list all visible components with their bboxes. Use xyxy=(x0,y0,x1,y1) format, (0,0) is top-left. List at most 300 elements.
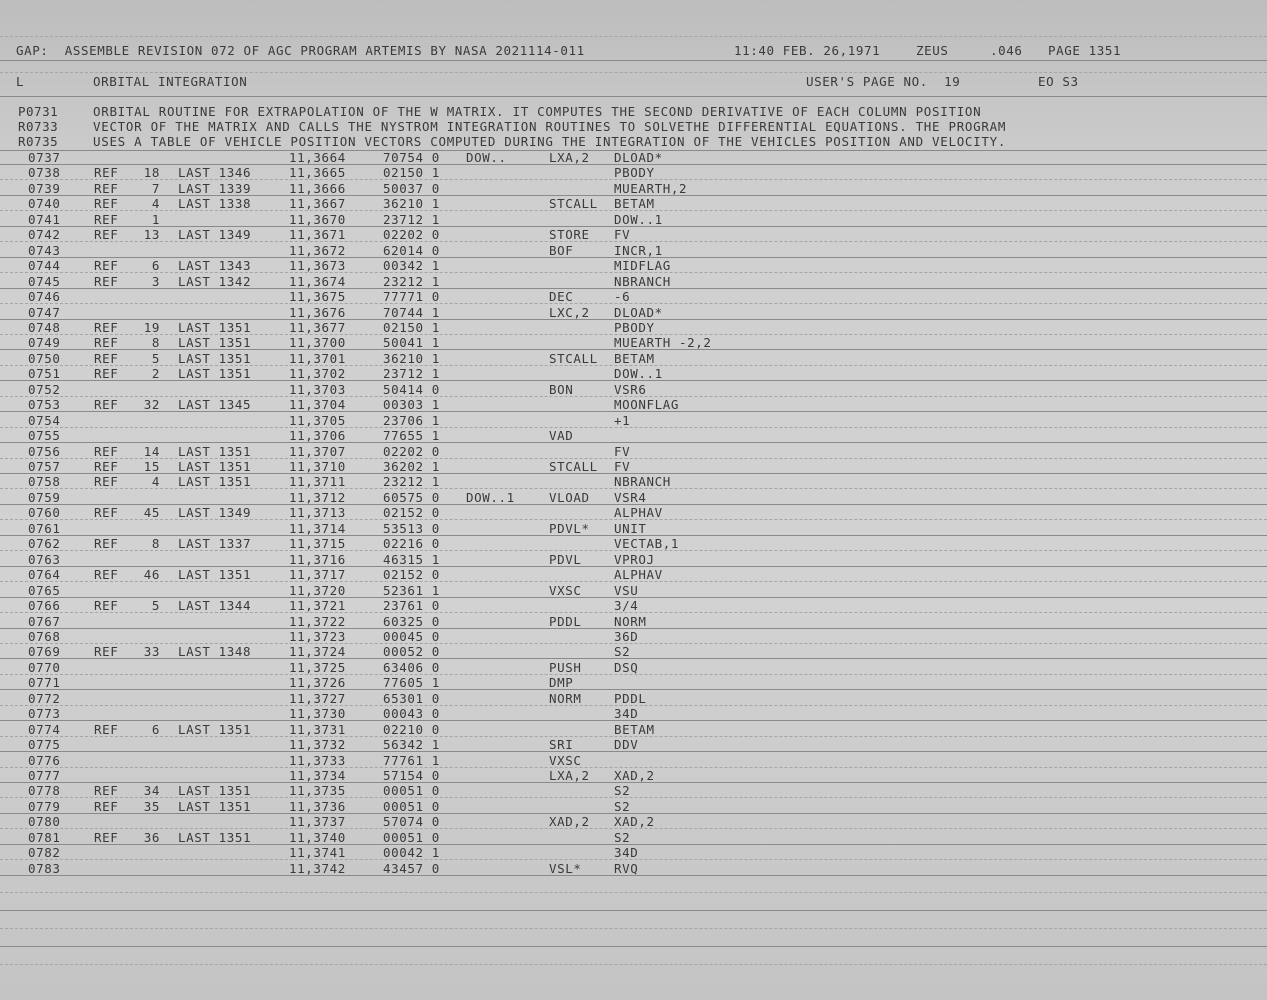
octal-code: 23712 1 xyxy=(383,212,440,227)
address: 11,3666 xyxy=(289,181,346,196)
octal-code: 60575 0 xyxy=(383,490,440,505)
line-number: 0771 xyxy=(28,675,61,690)
operand: FV xyxy=(614,444,631,459)
ref-count: 13 xyxy=(143,227,160,242)
octal-code: 00042 1 xyxy=(383,845,440,860)
opcode: STCALL xyxy=(549,351,598,366)
opcode: DMP xyxy=(549,675,574,690)
last-reference: LAST 1337 xyxy=(178,536,252,551)
octal-code: 57074 0 xyxy=(383,814,440,829)
operand: MOONFLAG xyxy=(614,397,680,412)
ref-marker: REF xyxy=(94,212,119,227)
operand: DOW..1 xyxy=(614,212,663,227)
paper-rule xyxy=(0,946,1267,947)
opcode: LXA,2 xyxy=(549,150,590,165)
line-number: 0747 xyxy=(28,305,61,320)
users-page-number: USER'S PAGE NO. 19 xyxy=(806,74,961,89)
octal-code: 00051 0 xyxy=(383,783,440,798)
octal-code: 00051 0 xyxy=(383,830,440,845)
ref-count: 1 xyxy=(151,212,160,227)
opcode: STCALL xyxy=(549,196,598,211)
line-number: 0741 xyxy=(28,212,61,227)
octal-code: 53513 0 xyxy=(383,521,440,536)
operand: VSU xyxy=(614,583,639,598)
instruction-label: DOW.. xyxy=(466,150,507,165)
ref-marker: REF xyxy=(94,830,119,845)
ref-count: 5 xyxy=(151,351,160,366)
opcode: VSL* xyxy=(549,861,582,876)
operand: UNIT xyxy=(614,521,647,536)
last-reference: LAST 1351 xyxy=(178,444,252,459)
listing-row xyxy=(0,397,1267,412)
ref-count: 8 xyxy=(151,536,160,551)
line-number: 0751 xyxy=(28,366,61,381)
octal-code: 36202 1 xyxy=(383,459,440,474)
listing-row xyxy=(0,444,1267,459)
opcode: LXA,2 xyxy=(549,768,590,783)
operand: DLOAD* xyxy=(614,150,663,165)
operand: 34D xyxy=(614,706,639,721)
ref-marker: REF xyxy=(94,181,119,196)
listing-row xyxy=(0,212,1267,227)
operand: S2 xyxy=(614,830,631,845)
last-reference: LAST 1351 xyxy=(178,366,252,381)
octal-code: 02216 0 xyxy=(383,536,440,551)
line-number: 0745 xyxy=(28,274,61,289)
operand: FV xyxy=(614,459,631,474)
address: 11,3664 xyxy=(289,150,346,165)
ref-count: 7 xyxy=(151,181,160,196)
operand: XAD,2 xyxy=(614,768,655,783)
address: 11,3714 xyxy=(289,521,346,536)
address: 11,3725 xyxy=(289,660,346,675)
last-reference: LAST 1346 xyxy=(178,165,252,180)
line-number: 0743 xyxy=(28,243,61,258)
ref-marker: REF xyxy=(94,366,119,381)
line-number: 0765 xyxy=(28,583,61,598)
octal-code: 02152 0 xyxy=(383,505,440,520)
description-line: ORBITAL ROUTINE FOR EXTRAPOLATION OF THE W MATRIX. IT COMPUTES THE SECOND DERIVATIVE OF EACH COLUMN POSITION xyxy=(93,104,982,119)
operand: BETAM xyxy=(614,196,655,211)
opcode: NORM xyxy=(549,691,582,706)
line-number: 0748 xyxy=(28,320,61,335)
operand: FV xyxy=(614,227,631,242)
operand: NORM xyxy=(614,614,647,629)
operand: BETAM xyxy=(614,722,655,737)
opcode: BON xyxy=(549,382,574,397)
last-reference: LAST 1344 xyxy=(178,598,252,613)
operand: PBODY xyxy=(614,165,655,180)
address: 11,3732 xyxy=(289,737,346,752)
listing-row xyxy=(0,861,1267,876)
octal-code: 70744 1 xyxy=(383,305,440,320)
octal-code: 02150 1 xyxy=(383,320,440,335)
octal-code: 50037 0 xyxy=(383,181,440,196)
octal-code: 62014 0 xyxy=(383,243,440,258)
ref-marker: REF xyxy=(94,474,119,489)
opcode: STORE xyxy=(549,227,590,242)
ref-marker: REF xyxy=(94,274,119,289)
listing-row xyxy=(0,660,1267,675)
octal-code: 00342 1 xyxy=(383,258,440,273)
header-code: .046 xyxy=(990,43,1023,58)
ref-count: 5 xyxy=(151,598,160,613)
operand: MUEARTH -2,2 xyxy=(614,335,712,350)
address: 11,3671 xyxy=(289,227,346,242)
listing-row xyxy=(0,598,1267,613)
ref-marker: REF xyxy=(94,258,119,273)
address: 11,3704 xyxy=(289,397,346,412)
ref-count: 35 xyxy=(143,799,160,814)
operand: VECTAB,1 xyxy=(614,536,680,551)
octal-code: 00045 0 xyxy=(383,629,440,644)
section-title: ORBITAL INTEGRATION xyxy=(93,74,248,89)
operand: BETAM xyxy=(614,351,655,366)
address: 11,3720 xyxy=(289,583,346,598)
ref-marker: REF xyxy=(94,196,119,211)
octal-code: 57154 0 xyxy=(383,768,440,783)
description-line-label: R0733 xyxy=(18,119,59,134)
line-number: 0755 xyxy=(28,428,61,443)
line-number: 0756 xyxy=(28,444,61,459)
address: 11,3722 xyxy=(289,614,346,629)
address: 11,3676 xyxy=(289,305,346,320)
description-line-label: P0731 xyxy=(18,104,59,119)
last-reference: LAST 1348 xyxy=(178,644,252,659)
address: 11,3715 xyxy=(289,536,346,551)
address: 11,3721 xyxy=(289,598,346,613)
line-number: 0766 xyxy=(28,598,61,613)
octal-code: 23706 1 xyxy=(383,413,440,428)
operand: -6 xyxy=(614,289,631,304)
line-number: 0737 xyxy=(28,150,61,165)
ref-count: 18 xyxy=(143,165,160,180)
listing-row xyxy=(0,552,1267,567)
address: 11,3711 xyxy=(289,474,346,489)
address: 11,3736 xyxy=(289,799,346,814)
listing-row xyxy=(0,814,1267,829)
line-number: 0783 xyxy=(28,861,61,876)
listing-row xyxy=(0,722,1267,737)
octal-code: 23212 1 xyxy=(383,274,440,289)
octal-code: 65301 0 xyxy=(383,691,440,706)
address: 11,3742 xyxy=(289,861,346,876)
ref-count: 15 xyxy=(143,459,160,474)
line-number: 0778 xyxy=(28,783,61,798)
header-time-date: 11:40 FEB. 26,1971 xyxy=(734,43,881,58)
ref-count: 33 xyxy=(143,644,160,659)
listing-row xyxy=(0,351,1267,366)
listing-row xyxy=(0,737,1267,752)
octal-code: 02202 0 xyxy=(383,444,440,459)
line-number: 0777 xyxy=(28,768,61,783)
address: 11,3703 xyxy=(289,382,346,397)
listing-row xyxy=(0,196,1267,211)
address: 11,3707 xyxy=(289,444,346,459)
octal-code: 77605 1 xyxy=(383,675,440,690)
octal-code: 36210 1 xyxy=(383,351,440,366)
description-line: USES A TABLE OF VEHICLE POSITION VECTORS COMPUTED DURING THE INTEGRATION OF THE VEHICLES POSITION AND VELOCITY. xyxy=(93,134,1007,149)
address: 11,3674 xyxy=(289,274,346,289)
operand: VSR4 xyxy=(614,490,647,505)
address: 11,3716 xyxy=(289,552,346,567)
address: 11,3723 xyxy=(289,629,346,644)
listing-row xyxy=(0,366,1267,381)
ref-marker: REF xyxy=(94,799,119,814)
line-number: 0752 xyxy=(28,382,61,397)
ref-count: 14 xyxy=(143,444,160,459)
listing-row xyxy=(0,505,1267,520)
operand: S2 xyxy=(614,783,631,798)
octal-code: 00303 1 xyxy=(383,397,440,412)
octal-code: 52361 1 xyxy=(383,583,440,598)
ref-count: 19 xyxy=(143,320,160,335)
line-number: 0757 xyxy=(28,459,61,474)
ref-marker: REF xyxy=(94,598,119,613)
listing-row xyxy=(0,258,1267,273)
octal-code: 77761 1 xyxy=(383,753,440,768)
octal-code: 02150 1 xyxy=(383,165,440,180)
address: 11,3706 xyxy=(289,428,346,443)
ref-count: 4 xyxy=(151,196,160,211)
opcode: PDDL xyxy=(549,614,582,629)
octal-code: 23761 0 xyxy=(383,598,440,613)
ref-marker: REF xyxy=(94,165,119,180)
octal-code: 23712 1 xyxy=(383,366,440,381)
line-number: 0781 xyxy=(28,830,61,845)
eo-code: EO S3 xyxy=(1038,74,1079,89)
description-line-label: R0735 xyxy=(18,134,59,149)
address: 11,3702 xyxy=(289,366,346,381)
line-number: 0768 xyxy=(28,629,61,644)
listing-row xyxy=(0,335,1267,350)
operand: DDV xyxy=(614,737,639,752)
last-reference: LAST 1351 xyxy=(178,320,252,335)
line-number: 0744 xyxy=(28,258,61,273)
last-reference: LAST 1349 xyxy=(178,505,252,520)
line-number: 0761 xyxy=(28,521,61,536)
opcode: VXSC xyxy=(549,583,582,598)
last-reference: LAST 1338 xyxy=(178,196,252,211)
ref-count: 6 xyxy=(151,722,160,737)
paper-rule xyxy=(0,72,1267,73)
line-number: 0740 xyxy=(28,196,61,211)
ref-count: 3 xyxy=(151,274,160,289)
line-number: 0769 xyxy=(28,644,61,659)
ref-count: 4 xyxy=(151,474,160,489)
last-reference: LAST 1351 xyxy=(178,567,252,582)
listing-row xyxy=(0,783,1267,798)
octal-code: 23212 1 xyxy=(383,474,440,489)
octal-code: 50414 0 xyxy=(383,382,440,397)
octal-code: 43457 0 xyxy=(383,861,440,876)
operand: INCR,1 xyxy=(614,243,663,258)
paper-rule xyxy=(0,964,1267,965)
line-number: 0758 xyxy=(28,474,61,489)
ref-count: 34 xyxy=(143,783,160,798)
octal-code: 46315 1 xyxy=(383,552,440,567)
address: 11,3726 xyxy=(289,675,346,690)
opcode: LXC,2 xyxy=(549,305,590,320)
octal-code: 50041 1 xyxy=(383,335,440,350)
listing-row xyxy=(0,567,1267,582)
address: 11,3665 xyxy=(289,165,346,180)
octal-code: 77655 1 xyxy=(383,428,440,443)
listing-row xyxy=(0,289,1267,304)
last-reference: LAST 1351 xyxy=(178,722,252,737)
operand: PBODY xyxy=(614,320,655,335)
listing-row xyxy=(0,150,1267,165)
operand: ALPHAV xyxy=(614,567,663,582)
address: 11,3712 xyxy=(289,490,346,505)
listing-row xyxy=(0,320,1267,335)
listing-row xyxy=(0,490,1267,505)
address: 11,3731 xyxy=(289,722,346,737)
ref-count: 32 xyxy=(143,397,160,412)
operand: VSR6 xyxy=(614,382,647,397)
line-number: 0754 xyxy=(28,413,61,428)
ref-marker: REF xyxy=(94,227,119,242)
line-number: 0780 xyxy=(28,814,61,829)
operand: MUEARTH,2 xyxy=(614,181,688,196)
octal-code: 02210 0 xyxy=(383,722,440,737)
address: 11,3673 xyxy=(289,258,346,273)
listing-row xyxy=(0,305,1267,320)
line-number: 0762 xyxy=(28,536,61,551)
line-number: 0763 xyxy=(28,552,61,567)
operand: 34D xyxy=(614,845,639,860)
address: 11,3733 xyxy=(289,753,346,768)
line-number: 0749 xyxy=(28,335,61,350)
operand: DOW..1 xyxy=(614,366,663,381)
operand: NBRANCH xyxy=(614,474,671,489)
listing-row xyxy=(0,799,1267,814)
ref-count: 2 xyxy=(151,366,160,381)
listing-row xyxy=(0,428,1267,443)
listing-row xyxy=(0,768,1267,783)
address: 11,3730 xyxy=(289,706,346,721)
ref-marker: REF xyxy=(94,722,119,737)
instruction-label: DOW..1 xyxy=(466,490,515,505)
listing-row xyxy=(0,644,1267,659)
ref-marker: REF xyxy=(94,567,119,582)
listing-row xyxy=(0,583,1267,598)
opcode: PDVL* xyxy=(549,521,590,536)
listing-row xyxy=(0,413,1267,428)
octal-code: 02202 0 xyxy=(383,227,440,242)
line-number: 0770 xyxy=(28,660,61,675)
last-reference: LAST 1351 xyxy=(178,830,252,845)
address: 11,3727 xyxy=(289,691,346,706)
ref-marker: REF xyxy=(94,783,119,798)
line-number: 0746 xyxy=(28,289,61,304)
line-number: 0779 xyxy=(28,799,61,814)
address: 11,3670 xyxy=(289,212,346,227)
line-number: 0782 xyxy=(28,845,61,860)
line-number: 0738 xyxy=(28,165,61,180)
opcode: VAD xyxy=(549,428,574,443)
ref-count: 8 xyxy=(151,335,160,350)
ref-count: 46 xyxy=(143,567,160,582)
ref-marker: REF xyxy=(94,351,119,366)
listing-row xyxy=(0,459,1267,474)
octal-code: 36210 1 xyxy=(383,196,440,211)
operand: +1 xyxy=(614,413,631,428)
line-number: 0776 xyxy=(28,753,61,768)
listing-row xyxy=(0,629,1267,644)
listing-row xyxy=(0,753,1267,768)
ref-marker: REF xyxy=(94,536,119,551)
listing-row xyxy=(0,675,1267,690)
paper-rule xyxy=(0,60,1267,61)
line-number: 0774 xyxy=(28,722,61,737)
listing-row xyxy=(0,614,1267,629)
line-number: 0750 xyxy=(28,351,61,366)
opcode: PUSH xyxy=(549,660,582,675)
octal-code: 63406 0 xyxy=(383,660,440,675)
octal-code: 70754 0 xyxy=(383,150,440,165)
listing-row xyxy=(0,830,1267,845)
ref-count: 6 xyxy=(151,258,160,273)
ref-marker: REF xyxy=(94,397,119,412)
listing-row xyxy=(0,165,1267,180)
operand: MIDFLAG xyxy=(614,258,671,273)
operand: S2 xyxy=(614,644,631,659)
listing-row xyxy=(0,706,1267,721)
line-number: 0772 xyxy=(28,691,61,706)
ref-marker: REF xyxy=(94,320,119,335)
opcode: SRI xyxy=(549,737,574,752)
last-reference: LAST 1351 xyxy=(178,783,252,798)
address: 11,3675 xyxy=(289,289,346,304)
last-reference: LAST 1345 xyxy=(178,397,252,412)
last-reference: LAST 1351 xyxy=(178,459,252,474)
assembly-header: GAP: ASSEMBLE REVISION 072 OF AGC PROGRAM ARTEMIS BY NASA 2021114-011 xyxy=(16,43,585,58)
octal-code: 00052 0 xyxy=(383,644,440,659)
line-number: 0753 xyxy=(28,397,61,412)
address: 11,3710 xyxy=(289,459,346,474)
last-reference: LAST 1339 xyxy=(178,181,252,196)
paper-rule xyxy=(0,928,1267,929)
paper-rule xyxy=(0,892,1267,893)
ref-marker: REF xyxy=(94,335,119,350)
line-number: 0742 xyxy=(28,227,61,242)
operand: RVQ xyxy=(614,861,639,876)
operand: NBRANCH xyxy=(614,274,671,289)
listing-row xyxy=(0,521,1267,536)
octal-code: 00043 0 xyxy=(383,706,440,721)
operand: DLOAD* xyxy=(614,305,663,320)
ref-marker: REF xyxy=(94,459,119,474)
octal-code: 60325 0 xyxy=(383,614,440,629)
octal-code: 77771 0 xyxy=(383,289,440,304)
listing-row xyxy=(0,691,1267,706)
opcode: DEC xyxy=(549,289,574,304)
address: 11,3735 xyxy=(289,783,346,798)
header-user: ZEUS xyxy=(916,43,949,58)
operand: 36D xyxy=(614,629,639,644)
listing-row xyxy=(0,474,1267,489)
operand: ALPHAV xyxy=(614,505,663,520)
line-number: 0773 xyxy=(28,706,61,721)
address: 11,3741 xyxy=(289,845,346,860)
operand: S2 xyxy=(614,799,631,814)
address: 11,3700 xyxy=(289,335,346,350)
opcode: PDVL xyxy=(549,552,582,567)
last-reference: LAST 1349 xyxy=(178,227,252,242)
address: 11,3701 xyxy=(289,351,346,366)
line-number: 0760 xyxy=(28,505,61,520)
